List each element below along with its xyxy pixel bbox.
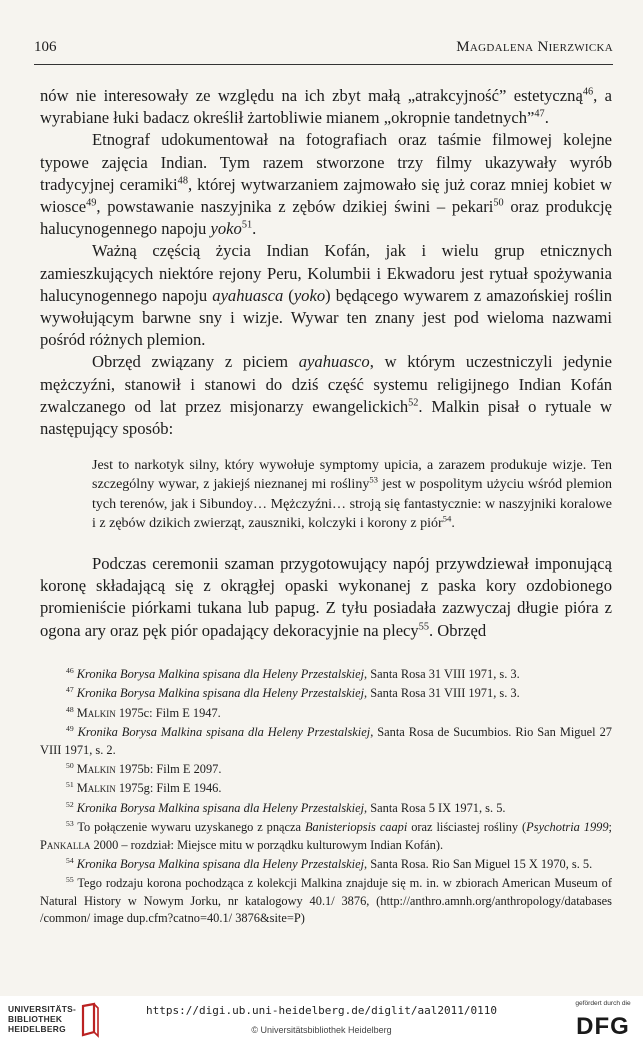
running-title: Magdalena Nierzwicka (456, 39, 613, 55)
copyright-text: © Universitätsbibliothek Heidelberg (251, 1025, 392, 1035)
paragraph-1: nów nie interesowały ze względu na ich zbyt małą „atrakcyjność” estetyczną$^{46}$, a wyrabiane łuki badacz określił żartobliwie mianem „okropnie tandetnych”$^{47}$. (40, 86, 612, 128)
footnote-55: $^{55}$ Tego rodzaju korona pochodząca z kolekcji Malkina znajduje się m. in. w zbiorach American Museum of Natural History w Nowym Jorku, nr katalogowy 40.1/ 3876, (http://anthro.amnh.org/anthropology/databases /common/ image dup.cfm?catno=40.1/ 3876&site=P) (40, 875, 612, 926)
dfg-caption: gefördert durch die (575, 1000, 631, 1007)
paragraph-4: Obrzęd związany z piciem ayahuasco, w którym uczestniczyli jedynie mężczyźni, stanowił i stanowi do dziś część systemu religijnego Indian Kofán zwalczanego od lat przez misjonarzy ewangelickich$^{52}$. Malkin pisał o rytuale w następujący sposób: (40, 352, 612, 439)
running-header (34, 36, 613, 58)
footnote-49: $^{49}$ Kronika Borysa Malkina spisana dla Heleny Przestalskiej, Santa Rosa de Sucumbios. Rio San Miguel 27 VIII 1971, s. 2. (40, 724, 612, 757)
footnote-52: $^{52}$ Kronika Borysa Malkina spisana dla Heleny Przestalskiej, Santa Rosa 5 IX 1971, s. 5. (66, 799, 506, 815)
footnote-51: $^{51}$ Malkin 1975g: Film E 1946. (66, 780, 222, 796)
footnote-ref-53[interactable]: 53 (369, 474, 378, 485)
footnote-ref-54[interactable]: 54 (442, 513, 452, 524)
footnote-47: $^{47}$ Kronika Borysa Malkina spisana dla Heleny Przestalskiej, Santa Rosa 31 VIII 1971, s. 3. (66, 685, 520, 701)
footnote-ref-55[interactable]: 55 (418, 621, 429, 633)
footnote-ref-48[interactable]: 48 (177, 175, 188, 187)
paragraph-2: Etnograf udokumentował na fotografiach oraz taśmie filmowej kolejne typowe zajęcia Indian. Tym razem stworzone trzy filmy ukazywały wyrób tradycyjnej ceramiki$^{48}$, której wytwarzaniem zajmowało się już coraz mniej kobiet w wiosce$^{49}$, powstawanie naszyjnika z zębów dzikiej świni – pekari$^{50}$ oraz produkcję halucynogennego napoju yoko$^{51}$. (40, 130, 612, 239)
ub-heidelberg-logo[interactable]: UNIVERSITÄTS- BIBLIOTHEK HEIDELBERG (8, 1004, 77, 1035)
footnote-48: $^{48}$ Malkin 1975c: Film E 1947. (66, 704, 221, 720)
footnote-ref-51[interactable]: 51 (241, 219, 253, 231)
block-quote: Jest to narkotyk silny, który wywołuje symptomy upicia, a zarazem produkuje wizje. Ten szczególny wywar, z jakiejś nieznanej mi rośliny$^{53}$ jest w pospolitym użyciu wśród plemion tych terenów, jak i Sibundoy… Mężczyźni… stroją się fantastycznie: w naszyjniki koralowe i z zębów dzikich zwierząt, zauszniki, kolczyki i korony z piór$^{54}$. (92, 458, 613, 531)
header-rule (34, 64, 613, 65)
footnote-54: $^{54}$ Kronika Borysa Malkina spisana dla Heleny Przestalskiej, Santa Rosa. Rio San Miguel 15 X 1970, s. 5. (66, 855, 593, 872)
dfg-logo[interactable]: DFG (576, 1013, 630, 1040)
footnote-53: $^{53}$ To połączenie wywaru uzyskanego z pnącza Banisteriopsis caapi oraz liściastej rośliny (Psychotria 1999; Pankalla 2000 – rozdział: Miejsce mitu w porządku kulturowym Indian Kofán). (40, 819, 612, 852)
page-number: 106 (34, 39, 57, 55)
paragraph-3: Ważną częścią życia Indian Kofán, jak i wielu grup etnicznych zamieszkujących niektóre rejony Peru, Kolumbii i Ekwadoru jest rytuał spożywania halucynogennego napoju ayahuasca (yoko) będącego wywarem z amazońskiej roślin wywołującym barwne sny i wizje. Wywar ten znany jest pod wieloma nazwami pośród różnych plemion. (40, 241, 612, 350)
footnote-ref-50[interactable]: 50 (493, 197, 504, 209)
footnote-ref-46[interactable]: 46 (582, 86, 594, 98)
permalink-url[interactable]: https://digi.ub.uni-heidelberg.de/diglit/aal2011/0110 (146, 1004, 497, 1017)
footnotes (40, 666, 612, 930)
footnote-50: $^{50}$ Malkin 1975b: Film E 2097. (66, 760, 222, 777)
footnote-ref-52[interactable]: 52 (408, 397, 419, 409)
footnote-ref-49[interactable]: 49 (86, 197, 97, 209)
footnote-ref-47[interactable]: 47 (534, 108, 545, 120)
main-text (40, 85, 612, 642)
paragraph-5: Podczas ceremonii szaman przygotowujący napój przywdziewał imponującą koronę składającą się z okrągłej opaski wykonanej z paska kory ozdobionego promieniście piórkami tukana lub papug. Z tyłu posiadała zazwyczaj długie pióra z ogona ary oraz pęk piór opadający dekoracyjnie na plecy$^{55}$. Obrzęd (40, 554, 612, 640)
footnote-46: $^{46}$ Kronika Borysa Malkina spisana dla Heleny Przestalskiej, Santa Rosa 31 VIII 1971, s. 3. (66, 665, 520, 681)
